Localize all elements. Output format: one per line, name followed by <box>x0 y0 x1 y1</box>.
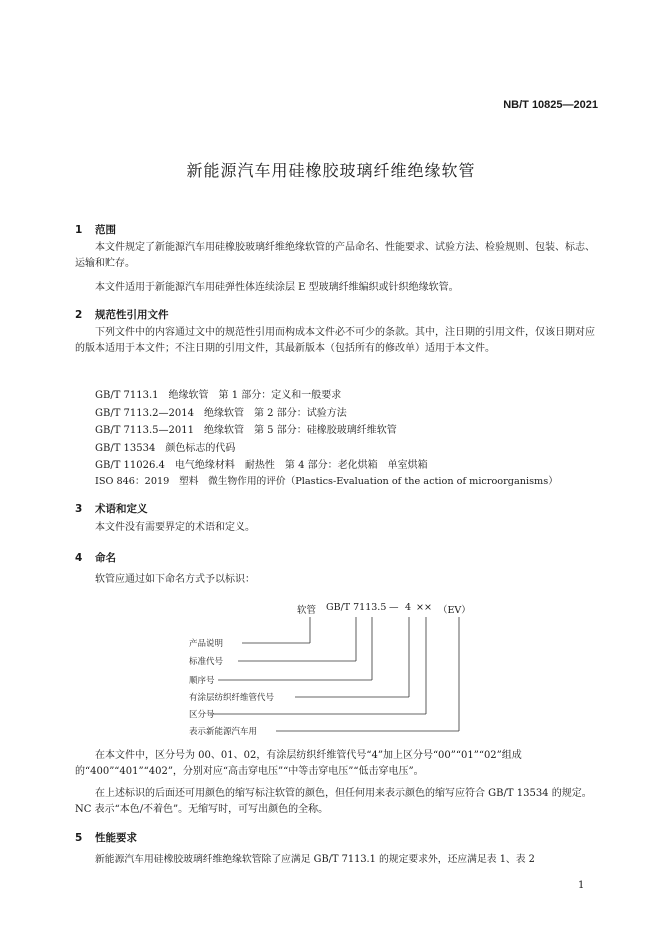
designation-label: 表示新能源汽车用 <box>189 727 258 737</box>
reference-item: ISO 846：2019 塑料 微生物作用的评价（Plastics-Evaluation of the action of microorganisms） <box>95 476 558 487</box>
section-number: 2 <box>75 309 83 321</box>
designation-label: 区分号 <box>189 710 215 720</box>
paragraph: 本文件规定了新能源汽车用硅橡胶玻璃纤维绝缘软管的产品命名、性能要求、试验方法、检验规则、包装、标志、运输和贮存。 <box>75 242 595 269</box>
page-number: 1 <box>578 880 585 891</box>
document-title: 新能源汽车用硅橡胶玻璃纤维绝缘软管 <box>186 161 476 180</box>
designation-code: — <box>389 602 399 613</box>
paragraph: 软管应通过如下命名方式予以标识： <box>95 574 255 585</box>
designation-code: （EV） <box>438 605 471 616</box>
paragraph: 在上述标识的后面还可用颜色的缩写标注软管的颜色，但任何用来表示颜色的缩写应符合 GB/T 13534 的规定。NC 表示“本色/不着色”。无缩写时，可写出颜色的全称。 <box>75 788 592 815</box>
paragraph: 本文件适用于新能源汽车用硅弹性体连续涂层 E 型玻璃纤维编织或针织绝缘软管。 <box>95 282 459 293</box>
reference-item: GB/T 7113.1 绝缘软管 第 1 部分：定义和一般要求 <box>95 390 342 401</box>
paragraph: 本文件没有需要界定的术语和定义。 <box>95 522 255 533</box>
section-number: 1 <box>75 224 83 236</box>
designation-code: 4 <box>405 602 412 613</box>
reference-item: GB/T 11026.4 电气绝缘材料 耐热性 第 4 部分：老化烘箱 单室烘箱 <box>95 460 428 471</box>
section-title: 术语和定义 <box>95 503 148 515</box>
paragraph: 新能源汽车用硅橡胶玻璃纤维绝缘软管除了应满足 GB/T 7113.1 的规定要求外，还应满足表 1、表 2 <box>95 854 535 865</box>
section-title: 范围 <box>95 224 116 236</box>
section-number: 3 <box>75 503 83 515</box>
designation-label: 有涂层纺织纤维管代号 <box>189 693 275 703</box>
paragraph: 在本文件中，区分号为 00、01、02，有涂层纺织纤维管代号“4”加上区分号“00”“01”“02”组成的“400”“401”“402”，分别对应“高击穿电压”“中等击穿电压”“低击穿电压”。 <box>75 750 522 777</box>
section-number: 5 <box>75 832 83 844</box>
standard-number: NB/T 10825—2021 <box>503 99 598 111</box>
section-title: 性能要求 <box>95 832 137 844</box>
designation-label: 标准代号 <box>189 657 224 667</box>
designation-label: 产品说明 <box>189 639 224 649</box>
designation-code: ×× <box>416 602 432 613</box>
section-title: 命名 <box>95 552 116 564</box>
reference-item: GB/T 13534 颜色标志的代码 <box>95 443 236 454</box>
reference-item: GB/T 7113.2—2014 绝缘软管 第 2 部分：试验方法 <box>95 408 347 419</box>
section-title: 规范性引用文件 <box>95 309 169 321</box>
section-5-heading <box>75 830 137 845</box>
reference-item: GB/T 7113.5—2011 绝缘软管 第 5 部分：硅橡胶玻璃纤维软管 <box>95 425 397 436</box>
paragraph: 下列文件中的内容通过文中的规范性引用而构成本文件必不可少的条款。其中，注日期的引用文件，仅该日期对应的版本适用于本文件；不注日期的引用文件，其最新版本（包括所有的修改单）适用于本文件。 <box>75 327 595 354</box>
designation-code: GB/T 7113.5 <box>326 602 387 613</box>
designation-code: 软管 <box>297 605 317 616</box>
designation-label: 顺序号 <box>189 676 215 686</box>
section-number: 4 <box>75 552 83 564</box>
